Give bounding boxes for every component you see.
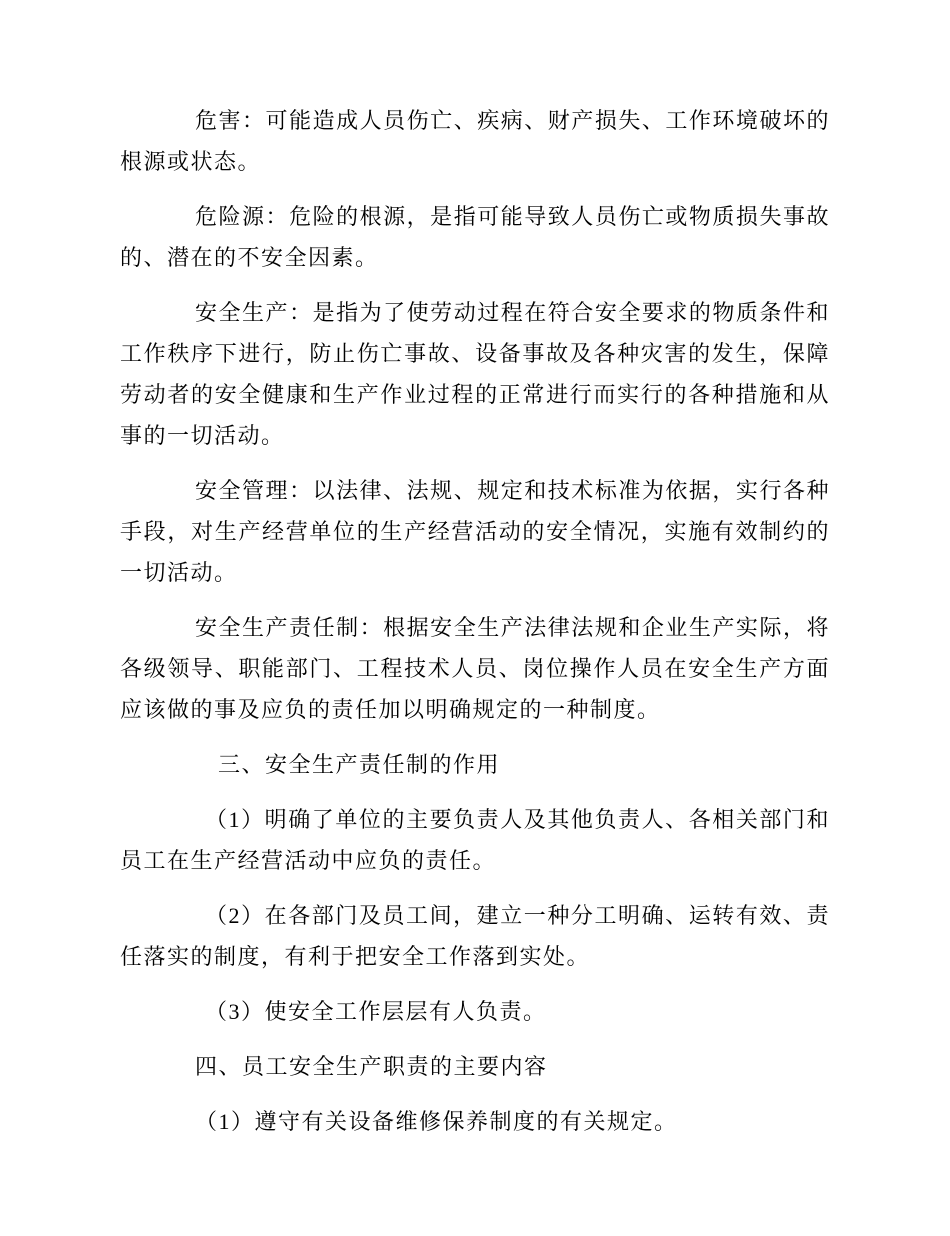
paragraph: （1）明确了单位的主要负责人及其他负责人、各相关部门和员工在生产经营活动中应负的责任。 bbox=[120, 807, 830, 873]
paragraph: 安全生产责任制：根据安全生产法律法规和企业生产实际，将各级领导、职能部门、工程技术人员、岗位操作人员在安全生产方面应该做的事及应负的责任加以明确规定的一种制度。 bbox=[120, 615, 830, 722]
paragraph: （3）使安全工作层层有人负责。 bbox=[205, 999, 547, 1024]
paragraph: （1）遵守有关设备维修保养制度的有关规定。 bbox=[195, 1109, 678, 1134]
paragraph: 危险源：危险的根源，是指可能导致人员伤亡或物质损失事故的、潜在的不安全因素。 bbox=[120, 204, 830, 270]
paragraph: （2）在各部门及员工间，建立一种分工明确、运转有效、责任落实的制度，有利于把安全工作落到实处。 bbox=[120, 903, 830, 969]
paragraph: 安全生产：是指为了使劳动过程在符合安全要求的物质条件和工作秩序下进行，防止伤亡事故、设备事故及各种灾害的发生，保障劳动者的安全健康和生产作业过程的正常进行而实行的各种措施和从事的一切活动。 bbox=[120, 300, 830, 448]
paragraph: 安全管理：以法律、法规、规定和技术标准为依据，实行各种手段，对生产经营单位的生产经营活动的安全情况，实施有效制约的一切活动。 bbox=[120, 478, 830, 585]
paragraph: 三、安全生产责任制的作用 bbox=[218, 752, 501, 777]
paragraph: 四、员工安全生产职责的主要内容 bbox=[195, 1054, 548, 1079]
paragraph: 危害：可能造成人员伤亡、疾病、财产损失、工作环境破坏的根源或状态。 bbox=[120, 108, 830, 174]
